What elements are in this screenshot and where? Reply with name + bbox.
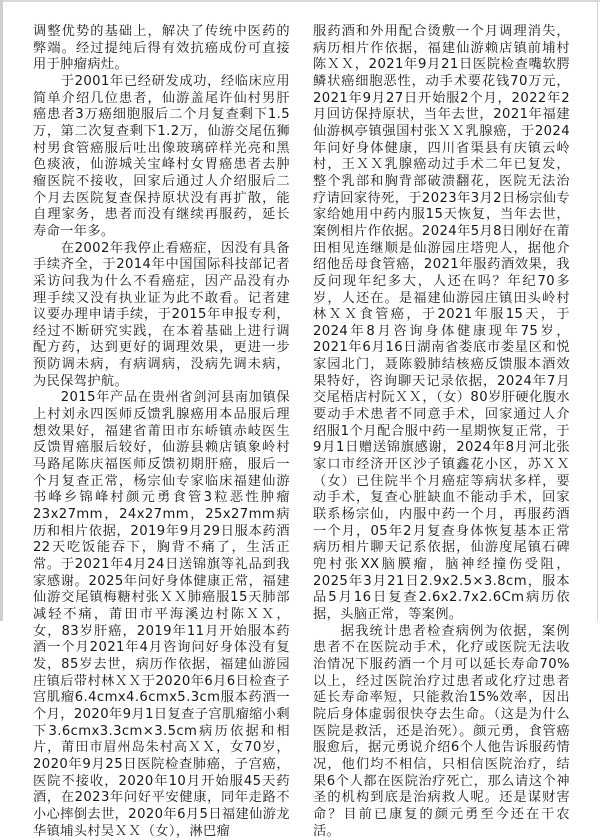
left-text-column (33, 24, 290, 840)
paragraph: 调整优势的基础上，解决了传统中医药的弊端。经过提纯后得有效抗癌成份可直接用于肿瘤病灶。 (33, 24, 290, 73)
paragraph: 2015年产品在贵州省剑河县南加镇保上村刘永四医师反馈乳腺癌用本品服后理想效果好，福建省莆田市东峤镇赤岐医生反馈胃癌服后较好，仙游县赖店镇象岭村马路尾陈庆福医师反馈初期肝癌，服后一个月复查正常，杨宗仙专家临床福建仙游书峰乡锦峰村颜元勇食管3粒恶性肿瘤23x27mm，24x27mm，25x27mm病历和相片依据，2019年9月29日服本药酒22天吃饭能吞下，胸背不痛了，生活正常。于2021年4月24日送锦旗等礼品到我家感谢。2025年问好身体健康正常，福建仙游交尾镇梅糖村张ＸＸ肺癌服15天肺部减轻不痛，莆田市平海溪边村陈ＸＸ，女，83岁肝癌，2019年11月开始服本药酒一个月2021年4月咨询问好身体没有复发，85岁去世，病历作依据，福建仙游园庄镇后带村林ＸＸ于2020年6月6日检查子宫肌瘤6.4cmx4.6cmx5.3cm服本药酒一个月，2020年9月1日复查子宫肌瘤缩小剩下3.6cmx3.3cm×3.5cm病历依据和相片，莆田市眉州岛朱村高ＸＸ，女70岁，2020年9月25日医院检查肺癌，子宫癌，医院不接收，2020年10月开始服45天药酒，在2023年问好平安健康，同年走路不小心摔倒去世，2020年6月5日福建仙游龙华镇埔头村吴ＸＸ（女），淋巴瘤 (33, 390, 290, 839)
paragraph: 服药酒和外用配合烫敷一个月调理消失，病历相片作依据，福建仙游赖店镇前埔村陈ＸＸ，2021年9月21日医院检查嘴软腭鳞状癌细胞恶性，动手术要花钱70万元，2021年9月27日开始服2个月，2022年2月回访保持原状，当年去世，2021年福建仙游枫亭镇强国村张ＸＸ乳腺癌，于2024年问好身体健康，四川省渠县有庆镇云岭村，王ＸＸ乳腺癌动过手术二年已复发，整个乳部和胸背部破溃翻花，医院无法治疗请回家待死，于2023年3月2日杨宗仙专家给她用中药内服15天恢复，当年去世，案例相片作依据。2024年5月8日刚好在莆田相见连继顺是仙游园庄塔兜人，据他介绍他岳母食管癌，2021年服药酒效果，我反问现年纪多大，人还在吗？年纪70多岁，人还在。是福建仙游园庄镇田头岭村林ＸＸ食管癌，于2021年服15天，于2024年8月咨询身体健康现年75岁，2021年6月16日湖南省娄底市娄星区和悦家园北门，聂陈毅肺结核癌反馈服本酒效果特好，咨询聊天记录依据，2024年7月交尾梧店村阮ＸＸ，（女）80岁肝硬化腹水要动手术患者不同意手术，回家通过人介绍服1个月配合服中药一星期恢复正常，于9月1日赠送锦旗感谢，2024年8月河北张家口市经济开区沙子镇鑫花小区，苏ＸＸ（女）已住院半个月癌症等病状多样，要动手术，复查心脏缺血不能动手术，回家联系杨宗仙，内服中药一个月，再服药酒一个月，05年2月复查身体恢复基本正常病历相片聊天记系依据，仙游度尾镇石碑兜村张XX脑膜瘤，脑神经撞伤受阻，2025年3月21日2.9x2.5×3.8cm，服本品5月16日复查2.6x2.7x2.6Cm病历依据，头脑正常，等案例。 (313, 24, 570, 622)
right-text-column (313, 24, 570, 840)
paragraph: 于2001年已经研发成功，经临床应用简单介绍几位患者，仙游盖尾许仙村男肝癌患者3万癌细胞服后二个月复查剩下1.5万，第二次复查剩下1.2万，仙游交尾伍狮村男食管癌服后吐出像玻璃碎样光亮和黑色痰液，仙游城关宝峰村女胃癌患者去肿瘤医院不接收，回家后通过人介绍服后二个月去医院复查保持原状没有再扩散，能自理家务，患者而没有继续再服药，延长寿命一年多。 (33, 73, 290, 239)
page-right-border (597, 0, 598, 621)
page-left-border (0, 0, 3, 621)
paragraph: 据我统计患者检查病例为依据，案例患者不在医院动手术，化疗或医院无法收治情况下服药酒一个月可以延长寿命70%以上，经过医院治疗过患者或化疗过患者延长寿命率短，只能救治15%效率，因出院后身体虚弱很快夺去生命。（这是为什么医院是救活，还是治死）。颜元勇，食管癌服愈后，据元勇说介绍6个人他告诉服药情况，他们均不相信，只相信医院治疗，结果6个人都在医院治疗死亡，那么请这个神圣的机构到底是治病救人呢。还是谋财害命？目前已康复的颜元勇至今还在干农活。 (313, 623, 570, 839)
paragraph: 在2002年我停止看癌症，因没有具备手续齐全，于2014年中国国际科技部记者采访问我为什么不看癌症，因产品没有办理手续又没有执业证为此不敢看。记者建议要办理申请手续，于2015年申报专利，经过不断研究实践，在本着基础上进行调配方药，达到更好的调理效果，更进一步预防调未病，有病调病，没病先调未病，为民保驾护航。 (33, 240, 290, 389)
page-top-border (0, 0, 600, 2)
